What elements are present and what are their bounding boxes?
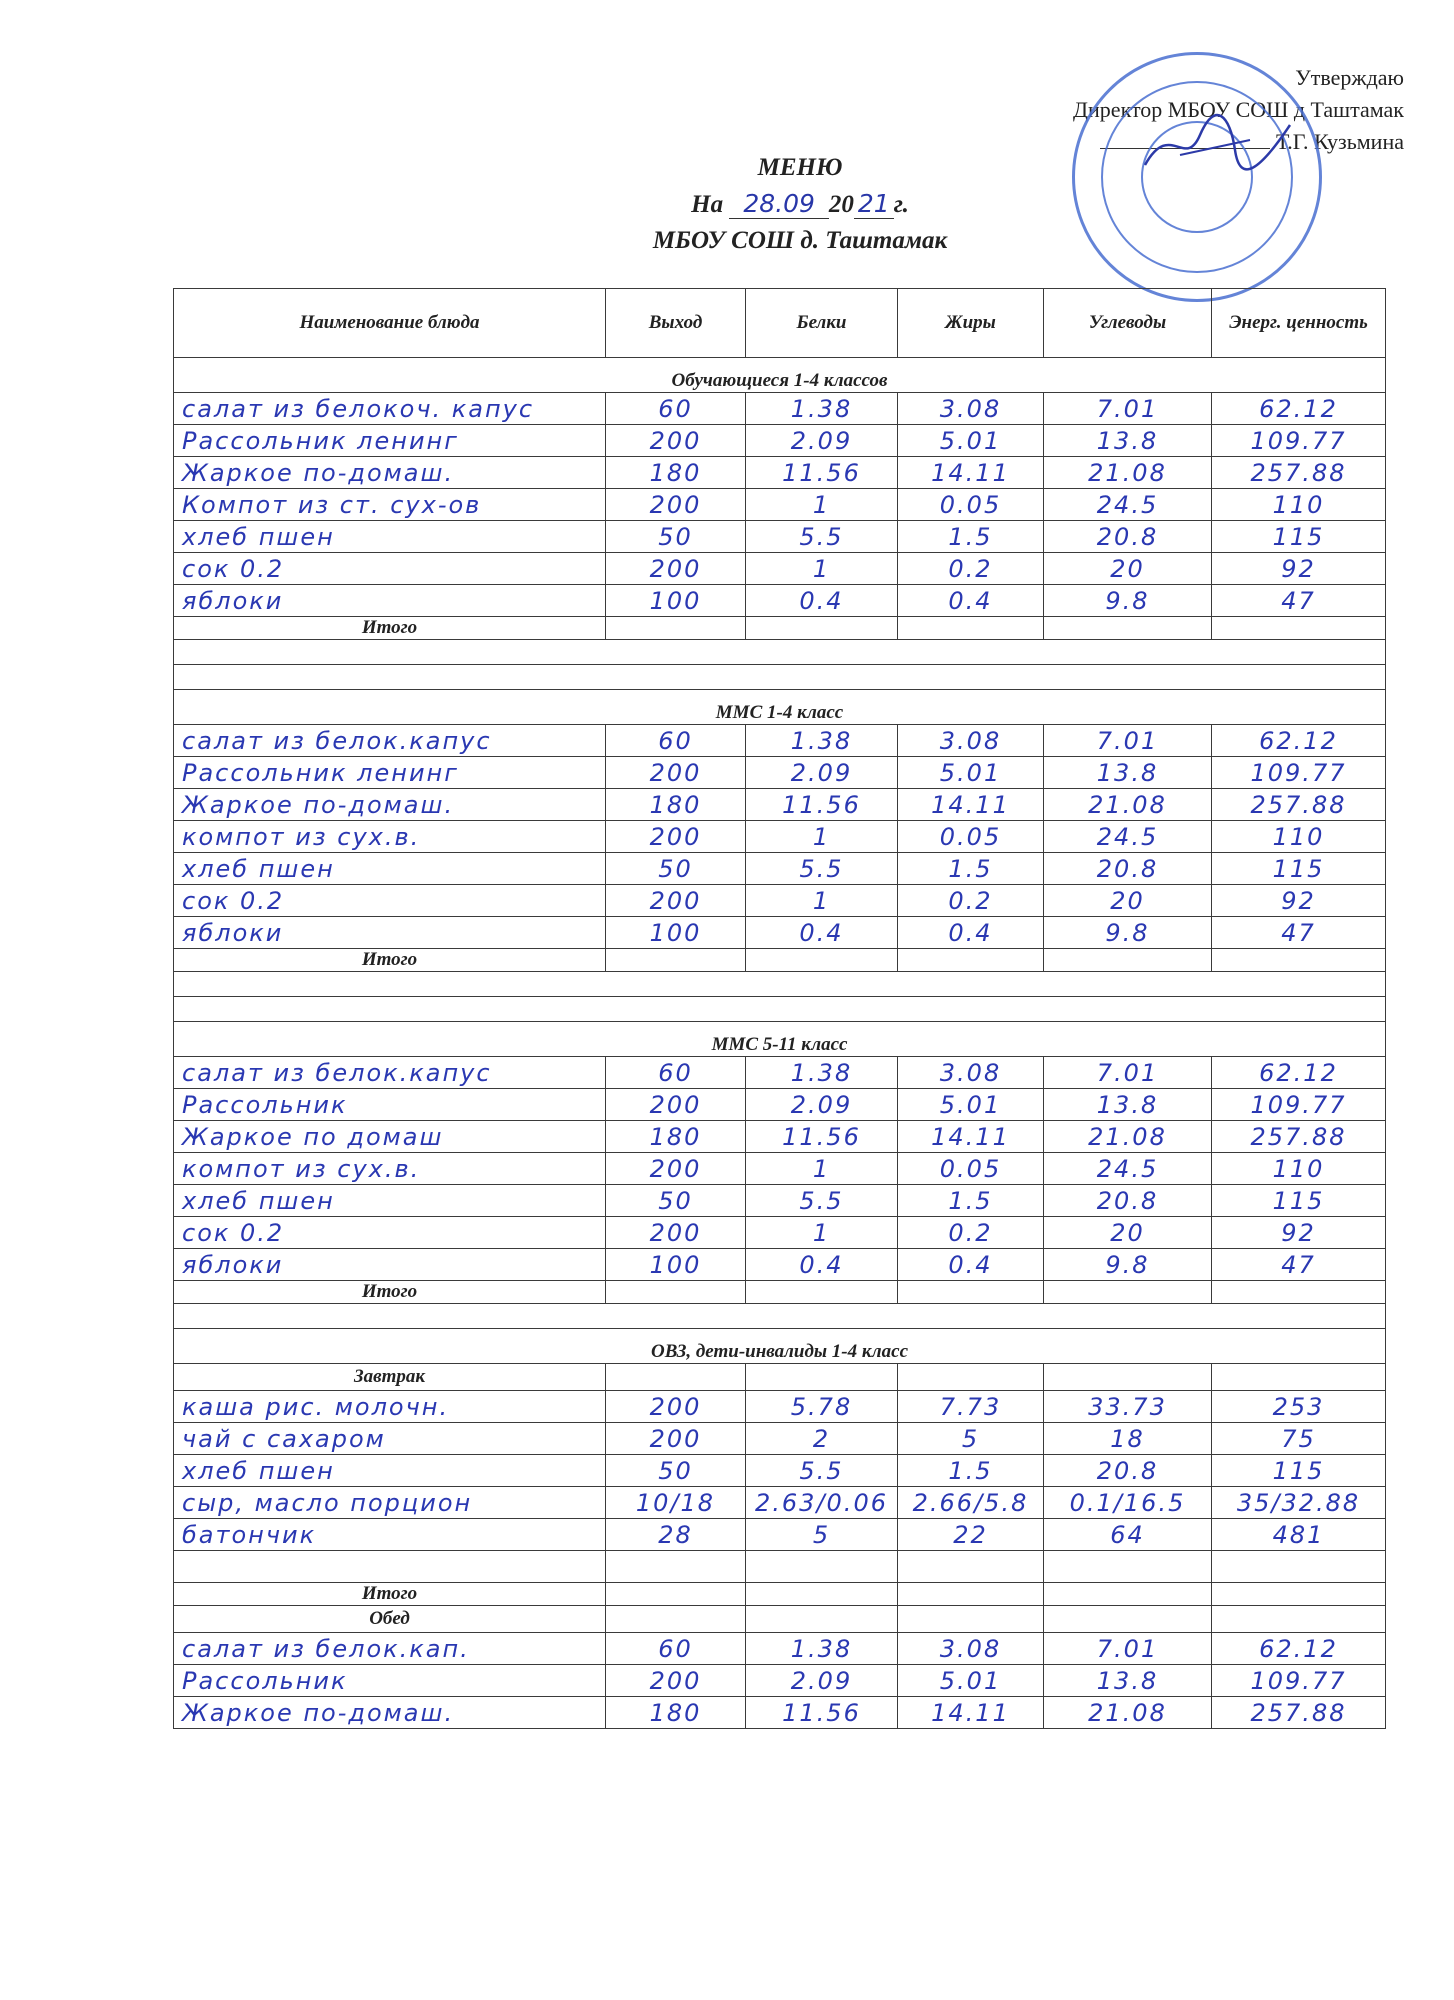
- total-row: [174, 949, 1386, 972]
- spacer-cell: [174, 665, 1386, 690]
- empty-cell: [606, 1364, 746, 1391]
- spacer-cell: [174, 972, 1386, 997]
- value-cell: 100: [606, 1249, 746, 1281]
- spacer-row: [174, 997, 1386, 1022]
- dish-name-cell: яблоки: [174, 1249, 606, 1281]
- value-cell: 0.4: [746, 917, 898, 949]
- empty-cell: [746, 617, 898, 640]
- value-cell: 7.73: [898, 1391, 1044, 1423]
- menu-title: МЕНЮ: [757, 154, 843, 181]
- value-cell: 75: [1212, 1423, 1386, 1455]
- value-cell: 0.05: [898, 821, 1044, 853]
- empty-cell: [898, 1364, 1044, 1391]
- value-cell: 62.12: [1212, 1057, 1386, 1089]
- table-row: [174, 553, 1386, 585]
- value-cell: 1.38: [746, 1633, 898, 1665]
- value-cell: 7.01: [1044, 1633, 1212, 1665]
- lunch-row-label: Обед: [174, 1606, 606, 1633]
- value-cell: 47: [1212, 1249, 1386, 1281]
- value-cell: 14.11: [898, 1697, 1044, 1729]
- value-cell: 5.5: [746, 1185, 898, 1217]
- value-cell: 5.01: [898, 425, 1044, 457]
- year-value: 21: [854, 189, 894, 219]
- empty-cell: [1044, 1583, 1212, 1606]
- empty-cell: [1212, 617, 1386, 640]
- table-row: [174, 885, 1386, 917]
- menu-body: [174, 358, 1386, 1729]
- col-protein: Белки: [746, 289, 898, 358]
- empty-cell: [898, 1606, 1044, 1633]
- dish-name-cell: хлеб пшен: [174, 853, 606, 885]
- value-cell: 14.11: [898, 1121, 1044, 1153]
- empty-cell: [1212, 1281, 1386, 1304]
- col-carbs: Углеводы: [1044, 289, 1212, 358]
- section-2-title: ММС 5-11 класс: [174, 1022, 1386, 1057]
- empty-cell: [1212, 1606, 1386, 1633]
- value-cell: 115: [1212, 1455, 1386, 1487]
- value-cell: 1.38: [746, 725, 898, 757]
- spacer-row: [174, 972, 1386, 997]
- table-row: [174, 1665, 1386, 1697]
- value-cell: 9.8: [1044, 1249, 1212, 1281]
- dish-name-cell: каша рис. молочн.: [174, 1391, 606, 1423]
- total-row-label: Итого: [174, 617, 606, 640]
- value-cell: 62.12: [1212, 725, 1386, 757]
- empty-cell: [898, 949, 1044, 972]
- total-row-label: Итого: [174, 1281, 606, 1304]
- value-cell: [898, 1551, 1044, 1583]
- value-cell: 2: [746, 1423, 898, 1455]
- value-cell: 5.5: [746, 853, 898, 885]
- value-cell: 14.11: [898, 789, 1044, 821]
- value-cell: 2.09: [746, 1089, 898, 1121]
- table-row: [174, 853, 1386, 885]
- value-cell: 5: [746, 1519, 898, 1551]
- dish-name-cell: хлеб пшен: [174, 521, 606, 553]
- table-row: [174, 457, 1386, 489]
- value-cell: 109.77: [1212, 757, 1386, 789]
- section-0-row: [174, 358, 1386, 393]
- dish-name-cell: [174, 1551, 606, 1583]
- dish-name-cell: яблоки: [174, 917, 606, 949]
- value-cell: 257.88: [1212, 1121, 1386, 1153]
- value-cell: 2.63/0.06: [746, 1487, 898, 1519]
- value-cell: 9.8: [1044, 917, 1212, 949]
- table-row: [174, 917, 1386, 949]
- dish-name-cell: Рассольник: [174, 1665, 606, 1697]
- value-cell: 2.09: [746, 1665, 898, 1697]
- total-row: [174, 1281, 1386, 1304]
- value-cell: 21.08: [1044, 457, 1212, 489]
- empty-cell: [746, 949, 898, 972]
- value-cell: 5.01: [898, 1089, 1044, 1121]
- value-cell: 20.8: [1044, 1185, 1212, 1217]
- value-cell: 92: [1212, 885, 1386, 917]
- breakfast-row: [174, 1364, 1386, 1391]
- table-row: [174, 821, 1386, 853]
- value-cell: 35/32.88: [1212, 1487, 1386, 1519]
- value-cell: 200: [606, 1423, 746, 1455]
- dish-name-cell: сок 0.2: [174, 553, 606, 585]
- value-cell: 0.4: [746, 1249, 898, 1281]
- section-0-title: Обучающиеся 1-4 классов: [174, 358, 1386, 393]
- value-cell: 200: [606, 1089, 746, 1121]
- value-cell: 60: [606, 725, 746, 757]
- value-cell: 1: [746, 1217, 898, 1249]
- value-cell: 1: [746, 821, 898, 853]
- empty-cell: [1044, 617, 1212, 640]
- school-name: МБОУ СОШ д. Таштамак: [652, 227, 948, 254]
- value-cell: 115: [1212, 521, 1386, 553]
- dish-name-cell: салат из белок.капус: [174, 725, 606, 757]
- value-cell: 0.05: [898, 489, 1044, 521]
- dish-name-cell: яблоки: [174, 585, 606, 617]
- empty-cell: [1212, 1583, 1386, 1606]
- value-cell: 115: [1212, 1185, 1386, 1217]
- table-row: [174, 1057, 1386, 1089]
- value-cell: 50: [606, 1455, 746, 1487]
- table-row: [174, 521, 1386, 553]
- empty-cell: [606, 617, 746, 640]
- value-cell: 62.12: [1212, 1633, 1386, 1665]
- section-ovz-row: [174, 1329, 1386, 1364]
- value-cell: 11.56: [746, 789, 898, 821]
- empty-cell: [746, 1281, 898, 1304]
- table-row: [174, 757, 1386, 789]
- table-row: [174, 489, 1386, 521]
- empty-cell: [606, 949, 746, 972]
- approval-director: Директор МБОУ СОШ д Таштамак: [1073, 97, 1404, 122]
- value-cell: 0.2: [898, 1217, 1044, 1249]
- value-cell: 200: [606, 425, 746, 457]
- spacer-cell: [174, 997, 1386, 1022]
- value-cell: 200: [606, 1217, 746, 1249]
- table-row: [174, 393, 1386, 425]
- table-row: [174, 1519, 1386, 1551]
- table-row: [174, 1697, 1386, 1729]
- date-value: 28.09: [729, 189, 829, 219]
- value-cell: 200: [606, 885, 746, 917]
- value-cell: 115: [1212, 853, 1386, 885]
- dish-name-cell: Жаркое по-домаш.: [174, 1697, 606, 1729]
- table-row: [174, 1633, 1386, 1665]
- empty-cell: [606, 1583, 746, 1606]
- empty-cell: [1044, 1364, 1212, 1391]
- section-1-title: ММС 1-4 класс: [174, 690, 1386, 725]
- total-row: [174, 617, 1386, 640]
- value-cell: 13.8: [1044, 757, 1212, 789]
- dish-name-cell: Жаркое по-домаш.: [174, 457, 606, 489]
- value-cell: 0.4: [746, 585, 898, 617]
- empty-cell: [1044, 1281, 1212, 1304]
- value-cell: 47: [1212, 917, 1386, 949]
- value-cell: 62.12: [1212, 393, 1386, 425]
- value-cell: 109.77: [1212, 1665, 1386, 1697]
- value-cell: 257.88: [1212, 789, 1386, 821]
- value-cell: 5.01: [898, 757, 1044, 789]
- value-cell: 20: [1044, 1217, 1212, 1249]
- empty-cell: [746, 1606, 898, 1633]
- value-cell: 60: [606, 1633, 746, 1665]
- spacer-row: [174, 640, 1386, 665]
- value-cell: 109.77: [1212, 1089, 1386, 1121]
- dish-name-cell: сок 0.2: [174, 1217, 606, 1249]
- menu-table: [173, 288, 1386, 1729]
- empty-cell: [746, 1583, 898, 1606]
- value-cell: 22: [898, 1519, 1044, 1551]
- value-cell: 21.08: [1044, 789, 1212, 821]
- value-cell: 200: [606, 489, 746, 521]
- dish-name-cell: батончик: [174, 1519, 606, 1551]
- table-row: [174, 1551, 1386, 1583]
- lunch-row: [174, 1606, 1386, 1633]
- table-row: [174, 1391, 1386, 1423]
- dish-name-cell: Рассольник ленинг: [174, 425, 606, 457]
- dish-name-cell: салат из белок.кап.: [174, 1633, 606, 1665]
- breakfast-row-label: Завтрак: [174, 1364, 606, 1391]
- empty-cell: [898, 1281, 1044, 1304]
- value-cell: 7.01: [1044, 1057, 1212, 1089]
- value-cell: 2.66/5.8: [898, 1487, 1044, 1519]
- value-cell: 1.5: [898, 853, 1044, 885]
- table-header-row: [174, 289, 1386, 358]
- value-cell: 11.56: [746, 1121, 898, 1153]
- value-cell: 2.09: [746, 425, 898, 457]
- dish-name-cell: компот из сух.в.: [174, 1153, 606, 1185]
- table-row: [174, 585, 1386, 617]
- empty-cell: [1212, 1364, 1386, 1391]
- value-cell: 0.4: [898, 1249, 1044, 1281]
- value-cell: 1: [746, 489, 898, 521]
- empty-cell: [898, 617, 1044, 640]
- value-cell: 200: [606, 757, 746, 789]
- value-cell: 14.11: [898, 457, 1044, 489]
- dish-name-cell: хлеб пшен: [174, 1455, 606, 1487]
- value-cell: 0.2: [898, 553, 1044, 585]
- empty-cell: [606, 1606, 746, 1633]
- table-row: [174, 1455, 1386, 1487]
- year-prefix: 20: [828, 191, 854, 218]
- value-cell: 257.88: [1212, 457, 1386, 489]
- value-cell: 21.08: [1044, 1121, 1212, 1153]
- value-cell: 60: [606, 1057, 746, 1089]
- empty-cell: [606, 1281, 746, 1304]
- value-cell: 481: [1212, 1519, 1386, 1551]
- value-cell: 200: [606, 1665, 746, 1697]
- dish-name-cell: Рассольник ленинг: [174, 757, 606, 789]
- value-cell: 24.5: [1044, 489, 1212, 521]
- director-signature: [1140, 110, 1300, 180]
- value-cell: 1.38: [746, 1057, 898, 1089]
- value-cell: 9.8: [1044, 585, 1212, 617]
- value-cell: 180: [606, 789, 746, 821]
- value-cell: [746, 1551, 898, 1583]
- value-cell: 1.5: [898, 1455, 1044, 1487]
- value-cell: 1: [746, 1153, 898, 1185]
- col-energy: Энерг. ценность: [1212, 289, 1386, 358]
- value-cell: [1212, 1551, 1386, 1583]
- table-row: [174, 725, 1386, 757]
- dish-name-cell: сыр, масло порцион: [174, 1487, 606, 1519]
- spacer-cell: [174, 1304, 1386, 1329]
- value-cell: 110: [1212, 489, 1386, 521]
- value-cell: 200: [606, 821, 746, 853]
- value-cell: 20.8: [1044, 1455, 1212, 1487]
- dish-name-cell: компот из сух.в.: [174, 821, 606, 853]
- value-cell: 2.09: [746, 757, 898, 789]
- value-cell: 3.08: [898, 725, 1044, 757]
- dish-name-cell: Жаркое по домаш: [174, 1121, 606, 1153]
- value-cell: 200: [606, 553, 746, 585]
- value-cell: 109.77: [1212, 425, 1386, 457]
- total-row-label: Итого: [174, 1583, 606, 1606]
- table-row: [174, 1217, 1386, 1249]
- value-cell: 5.01: [898, 1665, 1044, 1697]
- value-cell: 1.5: [898, 1185, 1044, 1217]
- value-cell: 257.88: [1212, 1697, 1386, 1729]
- table-row: [174, 1423, 1386, 1455]
- table-row: [174, 1185, 1386, 1217]
- dish-name-cell: сок 0.2: [174, 885, 606, 917]
- dish-name-cell: Рассольник: [174, 1089, 606, 1121]
- value-cell: 20.8: [1044, 521, 1212, 553]
- value-cell: 0.4: [898, 917, 1044, 949]
- year-suffix: г.: [893, 191, 909, 218]
- dish-name-cell: Компот из ст. сух-ов: [174, 489, 606, 521]
- table-row: [174, 1089, 1386, 1121]
- value-cell: 110: [1212, 821, 1386, 853]
- value-cell: 110: [1212, 1153, 1386, 1185]
- value-cell: 10/18: [606, 1487, 746, 1519]
- value-cell: 24.5: [1044, 1153, 1212, 1185]
- value-cell: 13.8: [1044, 1089, 1212, 1121]
- value-cell: 7.01: [1044, 393, 1212, 425]
- value-cell: 200: [606, 1153, 746, 1185]
- approval-name: Т.Г. Кузьмина: [1276, 129, 1404, 154]
- value-cell: 5: [898, 1423, 1044, 1455]
- date-prefix: На: [691, 191, 724, 218]
- spacer-row: [174, 665, 1386, 690]
- value-cell: 11.56: [746, 457, 898, 489]
- value-cell: 47: [1212, 585, 1386, 617]
- value-cell: 33.73: [1044, 1391, 1212, 1423]
- value-cell: 24.5: [1044, 821, 1212, 853]
- value-cell: 180: [606, 1697, 746, 1729]
- value-cell: 3.08: [898, 393, 1044, 425]
- value-cell: 60: [606, 393, 746, 425]
- value-cell: 3.08: [898, 1057, 1044, 1089]
- value-cell: 20: [1044, 885, 1212, 917]
- value-cell: 64: [1044, 1519, 1212, 1551]
- value-cell: 13.8: [1044, 425, 1212, 457]
- approval-title: Утверждаю: [1295, 65, 1404, 90]
- table-row: [174, 1249, 1386, 1281]
- table-row: [174, 789, 1386, 821]
- value-cell: 5.5: [746, 521, 898, 553]
- empty-cell: [898, 1583, 1044, 1606]
- section-1-row: [174, 690, 1386, 725]
- value-cell: [1044, 1551, 1212, 1583]
- value-cell: 0.1/16.5: [1044, 1487, 1212, 1519]
- value-cell: 200: [606, 1391, 746, 1423]
- value-cell: 5.78: [746, 1391, 898, 1423]
- empty-cell: [1044, 1606, 1212, 1633]
- menu-date-line: [540, 186, 1060, 223]
- value-cell: 20: [1044, 553, 1212, 585]
- value-cell: 253: [1212, 1391, 1386, 1423]
- col-yield: Выход: [606, 289, 746, 358]
- spacer-row: [174, 1304, 1386, 1329]
- value-cell: 0.05: [898, 1153, 1044, 1185]
- table-row: [174, 425, 1386, 457]
- value-cell: 7.01: [1044, 725, 1212, 757]
- value-cell: 1.5: [898, 521, 1044, 553]
- value-cell: 180: [606, 1121, 746, 1153]
- value-cell: 11.56: [746, 1697, 898, 1729]
- value-cell: 18: [1044, 1423, 1212, 1455]
- value-cell: 50: [606, 853, 746, 885]
- value-cell: 21.08: [1044, 1697, 1212, 1729]
- value-cell: 28: [606, 1519, 746, 1551]
- value-cell: 50: [606, 521, 746, 553]
- dish-name-cell: чай с сахаром: [174, 1423, 606, 1455]
- menu-header: [540, 150, 1060, 259]
- table-row: [174, 1487, 1386, 1519]
- value-cell: 3.08: [898, 1633, 1044, 1665]
- table-row: [174, 1153, 1386, 1185]
- empty-cell: [1044, 949, 1212, 972]
- dish-name-cell: салат из белокоч. капус: [174, 393, 606, 425]
- value-cell: [606, 1551, 746, 1583]
- spacer-cell: [174, 640, 1386, 665]
- value-cell: 0.4: [898, 585, 1044, 617]
- empty-cell: [746, 1364, 898, 1391]
- dish-name-cell: салат из белок.капус: [174, 1057, 606, 1089]
- table-row: [174, 1121, 1386, 1153]
- value-cell: 20.8: [1044, 853, 1212, 885]
- section-2-row: [174, 1022, 1386, 1057]
- total-row-label: Итого: [174, 949, 606, 972]
- value-cell: 1.38: [746, 393, 898, 425]
- value-cell: 92: [1212, 553, 1386, 585]
- col-fat: Жиры: [898, 289, 1044, 358]
- col-dish-name: Наименование блюда: [174, 289, 606, 358]
- value-cell: 0.2: [898, 885, 1044, 917]
- value-cell: 100: [606, 585, 746, 617]
- value-cell: 1: [746, 553, 898, 585]
- value-cell: 180: [606, 457, 746, 489]
- value-cell: 1: [746, 885, 898, 917]
- empty-cell: [1212, 949, 1386, 972]
- value-cell: 92: [1212, 1217, 1386, 1249]
- value-cell: 5.5: [746, 1455, 898, 1487]
- value-cell: 100: [606, 917, 746, 949]
- section-ovz-title: ОВЗ, дети-инвалиды 1-4 класс: [174, 1329, 1386, 1364]
- dish-name-cell: Жаркое по-домаш.: [174, 789, 606, 821]
- value-cell: 50: [606, 1185, 746, 1217]
- dish-name-cell: хлеб пшен: [174, 1185, 606, 1217]
- total-row: [174, 1583, 1386, 1606]
- value-cell: 13.8: [1044, 1665, 1212, 1697]
